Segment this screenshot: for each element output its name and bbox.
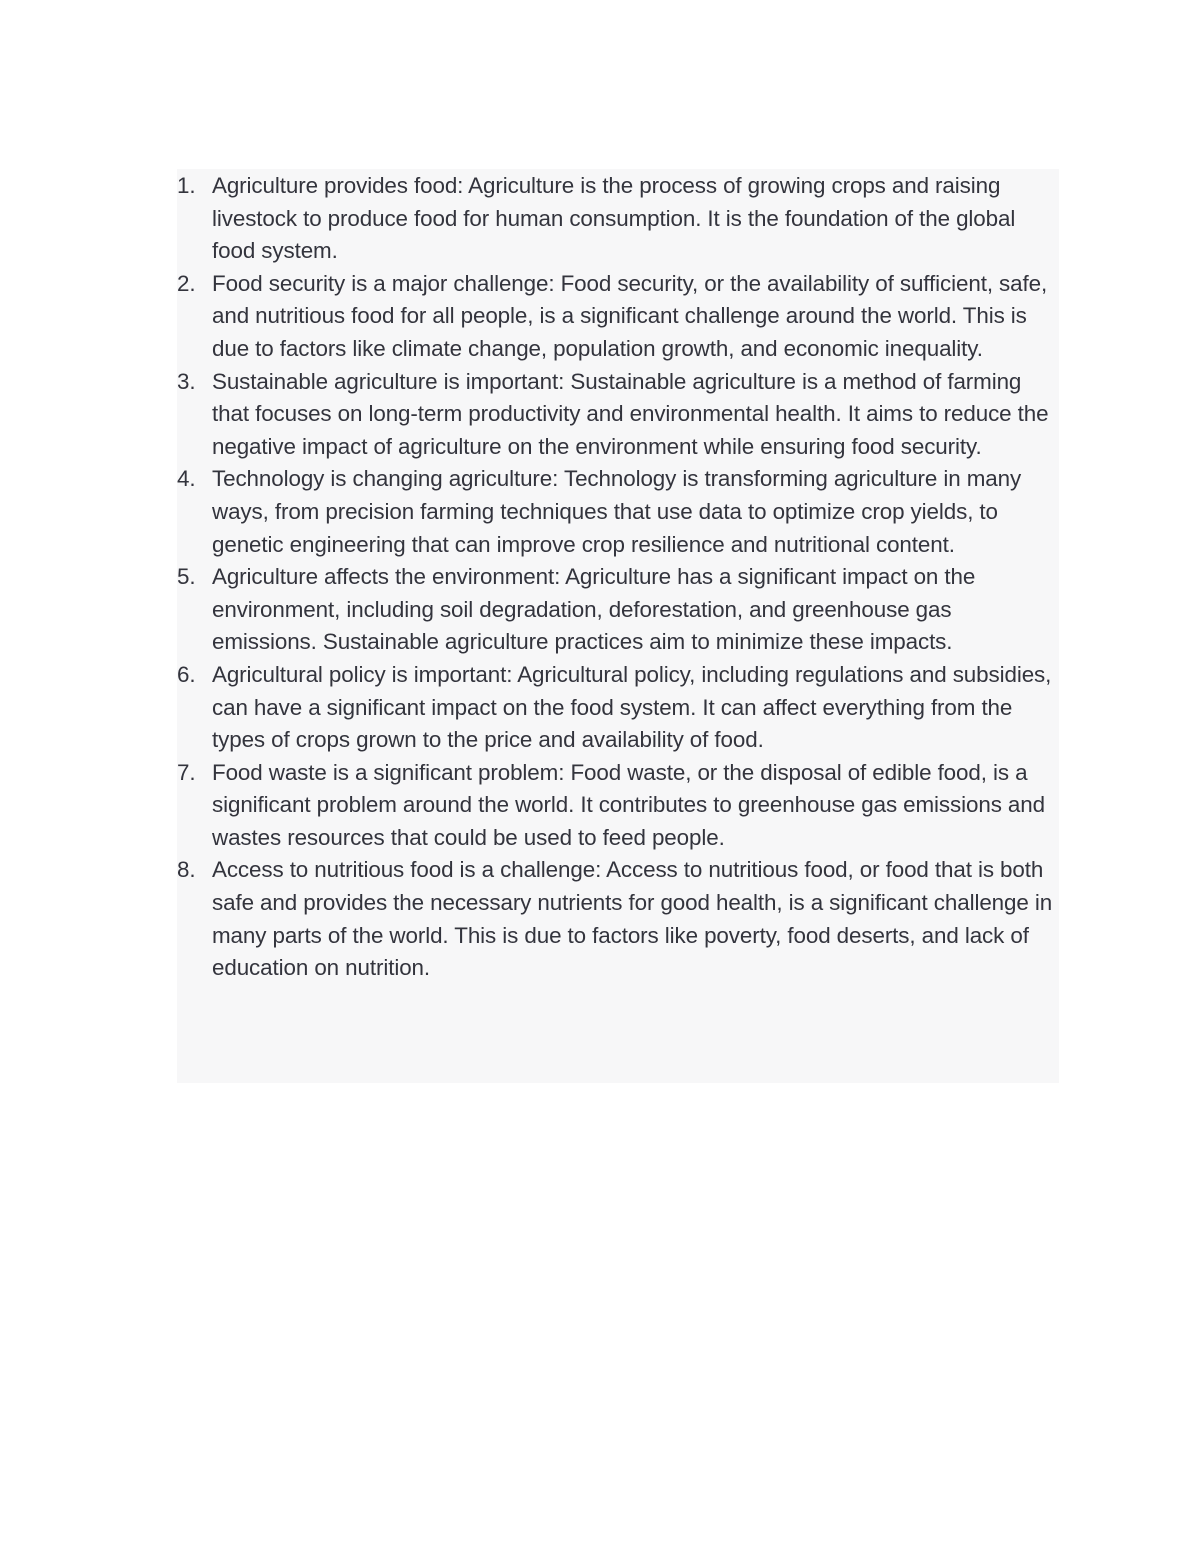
list-item-number: 8. [177, 857, 196, 883]
list-item-text: Technology is changing agriculture: Technology is transforming agriculture in many ways, from precision farming techniques that use data to optimize crop yields, to genetic engineering that can improve crop resilience and nutritional content. [212, 466, 1022, 557]
list-item [177, 268, 1059, 366]
list-item [177, 854, 1059, 984]
numbered-list-block [177, 169, 1059, 1083]
list-item-number: 7. [177, 759, 196, 785]
list-item-number: 2. [177, 270, 196, 296]
list-item-text: Agriculture provides food: Agriculture is the process of growing crops and raising livestock to produce food for human consumption. It is the foundation of the global food system. [212, 173, 1016, 264]
list-item-number: 4. [177, 466, 196, 492]
list-item-number: 6. [177, 661, 196, 687]
list-item-text: Agriculture affects the environment: Agriculture has a significant impact on the environment, including soil degradation, deforestation, and greenhouse gas emissions. Sustainable agriculture practices aim to minimize these impacts. [212, 564, 976, 655]
list-item [177, 463, 1059, 561]
list-item [177, 659, 1059, 757]
list-item [177, 170, 1059, 268]
numbered-list [177, 170, 1059, 985]
list-item-number: 5. [177, 564, 196, 590]
list-item-text: Access to nutritious food is a challenge: Access to nutritious food, or food that is both safe and provides the necessary nutrients for good health, is a significant challenge in many parts of the world. This is due to factors like poverty, food deserts, and lack of education on nutrition. [212, 857, 1053, 981]
list-item-text: Food waste is a significant problem: Food waste, or the disposal of edible food, is a significant problem around the world. It contributes to greenhouse gas emissions and wastes resources that could be used to feed people. [212, 759, 1045, 850]
list-item-text: Sustainable agriculture is important: Sustainable agriculture is a method of farming that focuses on long-term productivity and environmental health. It aims to reduce the negative impact of agriculture on the environment while ensuring food security. [212, 368, 1049, 459]
list-item [177, 757, 1059, 855]
list-item-number: 1. [177, 173, 196, 198]
list-item [177, 366, 1059, 464]
list-item-text: Food security is a major challenge: Food security, or the availability of sufficient, safe, and nutritious food for all people, is a significant challenge around the world. This is due to factors like climate change, population growth, and economic inequality. [212, 270, 1048, 361]
list-item [177, 561, 1059, 659]
list-item-text: Agricultural policy is important: Agricultural policy, including regulations and subsidies, can have a significant impact on the food system. It can affect everything from the types of crops grown to the price and availability of food. [212, 661, 1052, 753]
list-item-number: 3. [177, 368, 196, 394]
